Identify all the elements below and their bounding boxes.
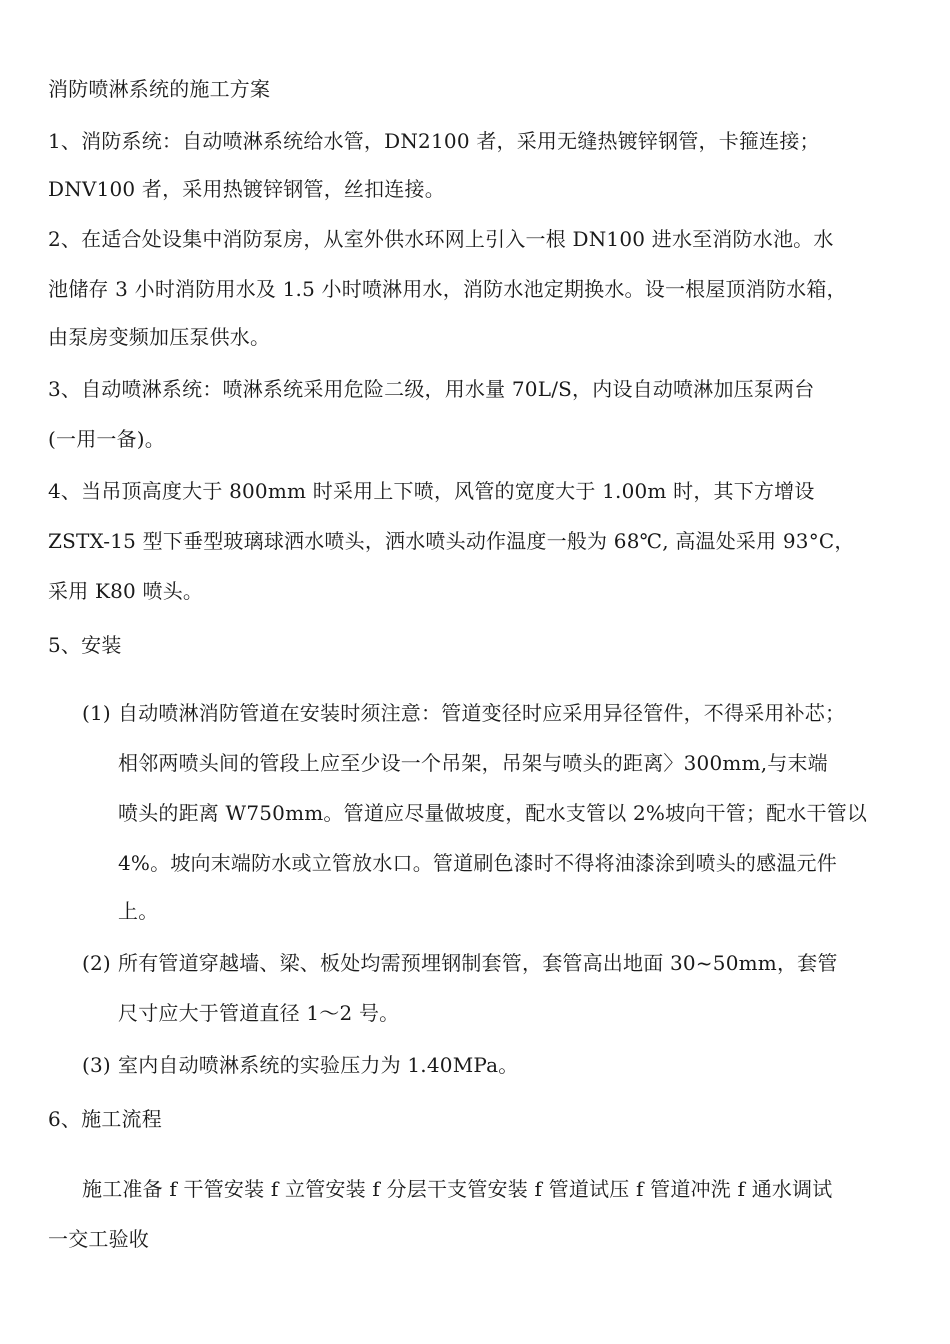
section-3-line-1: 3、自动喷淋系统：喷淋系统采用危险二级，用水量 70L/S，内设自动喷淋加压泵两台: [48, 377, 815, 401]
section-4-line-3: 采用 K80 喷头。: [48, 579, 204, 603]
section-1-line-2: DNV100 者，采用热镀锌钢管，丝扣连接。: [48, 177, 445, 201]
item-3-line-1: 室内自动喷淋系统的实验压力为 1.40MPa。: [118, 1053, 519, 1077]
section-2-line-2: 池储存 3 小时消防用水及 1.5 小时喷淋用水，消防水池定期换水。设一根屋顶消防水箱，: [48, 277, 847, 301]
item-2-line-2: 尺寸应大于管道直径 1〜2 号。: [118, 1001, 400, 1025]
section-3-line-2: (一用一备)。: [48, 427, 166, 451]
item-1-line-4: 4%。坡向末端防水或立管放水口。管道刷色漆时不得将油漆涂到喷头的感温元件: [118, 851, 837, 875]
item-2-line-1: 所有管道穿越墙、梁、板处均需预埋钢制套管，套管高出地面 30~50mm，套管: [118, 951, 838, 975]
item-1-line-2: 相邻两喷头间的管段上应至少设一个吊架，吊架与喷头的距离〉300mm,与末端: [118, 751, 828, 775]
document-title: 消防喷淋系统的施工方案: [48, 77, 271, 101]
list-marker-3: (3): [82, 1053, 111, 1077]
list-marker-2: (2): [82, 951, 111, 975]
section-1-line-1: 1、消防系统：自动喷淋系统给水管，DN2100 者，采用无缝热镀锌钢管，卡箍连接；: [48, 129, 820, 153]
section-5-heading: 5、安装: [48, 633, 122, 657]
item-1-line-5: 上。: [118, 899, 159, 923]
section-2-line-1: 2、在适合处设集中消防泵房，从室外供水环网上引入一根 DN100 进水至消防水池。水: [48, 227, 834, 251]
list-marker-1: (1): [82, 701, 111, 725]
section-6-heading: 6、施工流程: [48, 1107, 162, 1131]
section-6-line-2: 一交工验收: [48, 1227, 149, 1251]
section-2-line-3: 由泵房变频加压泵供水。: [48, 325, 271, 349]
section-4-line-1: 4、当吊顶高度大于 800mm 时采用上下喷，风管的宽度大于 1.00m 时，其下方增设: [48, 479, 815, 503]
section-4-line-2: ZSTX-15 型下垂型玻璃球洒水喷头，洒水喷头动作温度一般为 68℃, 高温处采用 93°C，: [48, 529, 855, 553]
section-6-line-1: 施工准备 f 干管安装 f 立管安装 f 分层干支管安装 f 管道试压 f 管道冲洗 f 通水调试: [82, 1177, 833, 1201]
item-1-line-3: 喷头的距离 W750mm。管道应尽量做坡度，配水支管以 2%坡向干管；配水干管以: [118, 801, 868, 825]
item-1-line-1: 自动喷淋消防管道在安装时须注意：管道变径时应采用异径管件，不得采用补芯；: [118, 701, 846, 725]
